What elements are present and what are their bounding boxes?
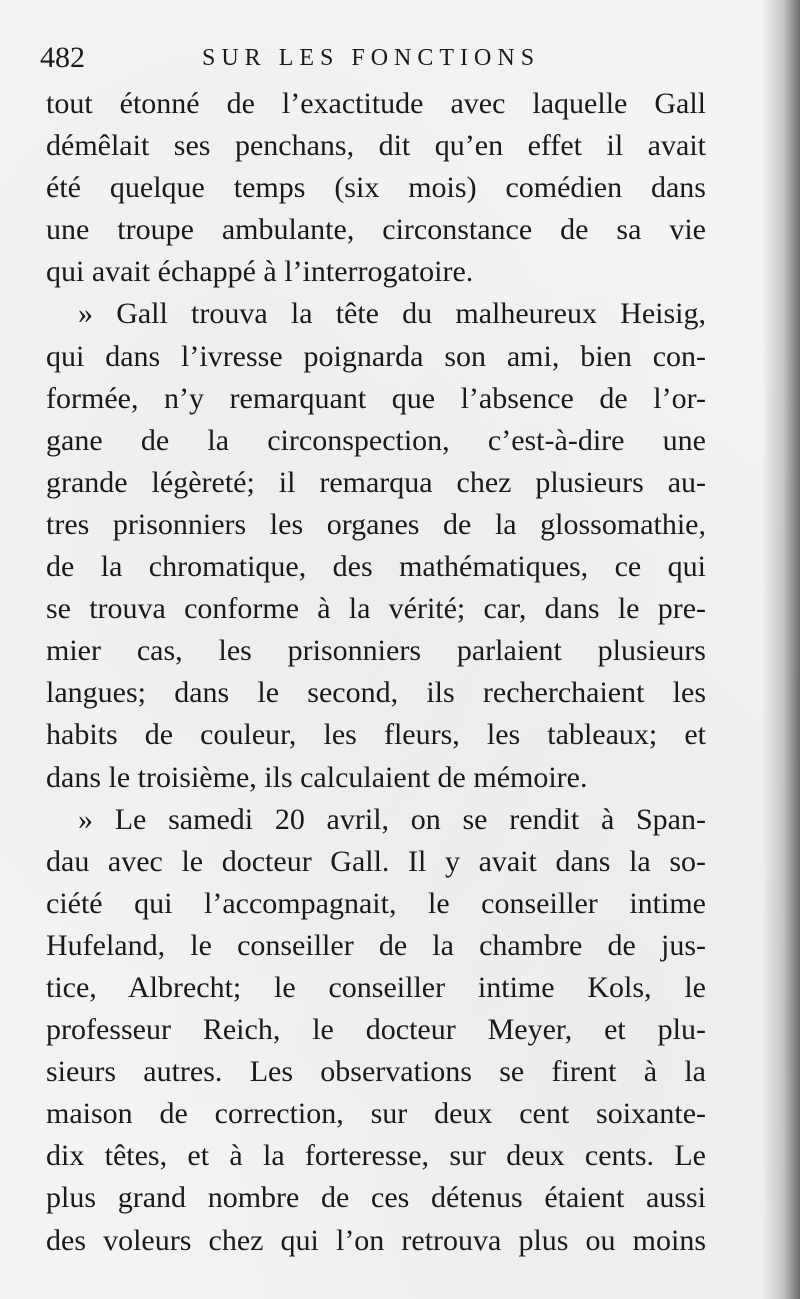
text-line: gane de la circonspection, c’est-à-dire une [46,423,706,457]
text-line: dix têtes, et à la forteresse, sur deux cents. Le [46,1139,706,1173]
page-header [40,38,740,78]
text-line: formée, n’y remarquant que l’absence de l’or- [46,381,706,415]
text-line: tout étonné de l’exactitude avec laquelle Gall [46,87,706,120]
page-number: 482 [40,41,85,74]
text-line: ciété qui l’accompagnait, le conseiller intime [46,886,706,920]
body-text [46,83,706,1262]
text-line: dans le troisième, ils calculaient de mémoire. [46,760,588,794]
text-line: des voleurs chez qui l’on retrouva plus ou moins [46,1223,706,1257]
text-line: tres prisonniers les organes de la glossomathie, [46,507,706,541]
text-line: de la chromatique, des mathématiques, ce qui [46,550,706,584]
text-line: plus grand nombre de ces détenus étaient aussi [46,1181,706,1215]
text-line: » Gall trouva la tête du malheureux Heisig, [78,297,706,331]
binding-shadow [762,0,800,1299]
text-line: Hufeland, le conseiller de la chambre de jus- [46,928,706,962]
text-line: une troupe ambulante, circonstance de sa vie [46,213,706,247]
text-line: sieurs autres. Les observations se firent à la [46,1055,706,1089]
text-line: habits de couleur, les fleurs, les tableaux; et [46,718,706,752]
text-line: langues; dans le second, ils recherchaient les [46,676,706,710]
text-line: tice, Albrecht; le conseiller intime Kols, le [46,970,706,1004]
text-line: maison de correction, sur deux cent soixante- [46,1097,706,1131]
running-head: SUR LES FONCTIONS [202,45,541,71]
text-line: été quelque temps (six mois) comédien dans [46,171,706,205]
text-line: qui avait échappé à l’interrogatoire. [46,255,474,289]
text-line: qui dans l’ivresse poignarda son ami, bien con- [46,339,706,373]
text-line: dau avec le docteur Gall. Il y avait dans la so- [46,844,706,878]
text-line: démêlait ses penchans, dit qu’en effet il avait [46,129,706,163]
text-line: mier cas, les prisonniers parlaient plusieurs [46,634,706,668]
text-line: grande légèreté; il remarqua chez plusieurs au- [46,465,706,499]
text-line: professeur Reich, le docteur Meyer, et plu- [46,1013,706,1047]
text-line: » Le samedi 20 avril, on se rendit à Span- [78,802,706,836]
text-line: se trouva conforme à la vérité; car, dans le pre- [46,592,706,626]
